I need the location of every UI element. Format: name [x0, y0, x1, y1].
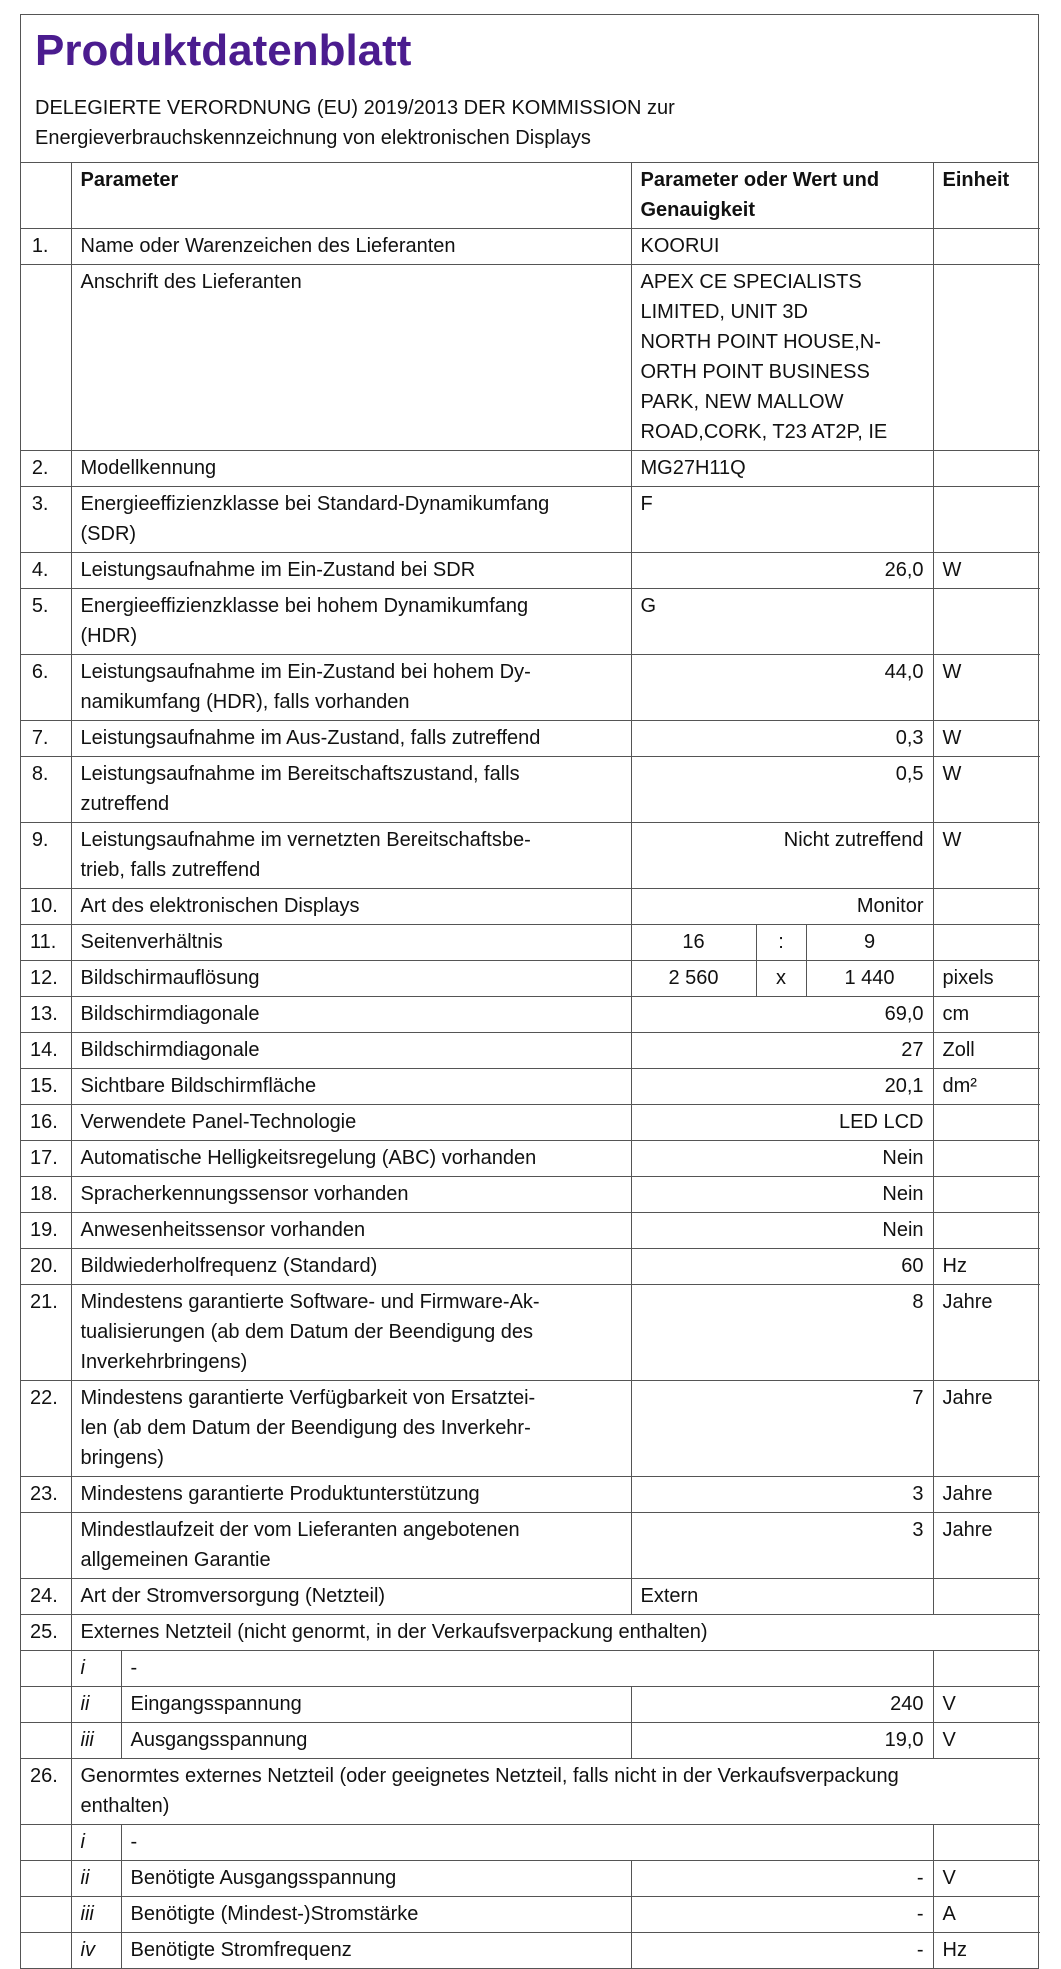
row-value: 3 [631, 1513, 933, 1579]
row-unit [933, 451, 1040, 487]
row-number: 9. [21, 823, 71, 889]
row-unit: V [933, 1861, 1040, 1897]
row-number: 22. [21, 1381, 71, 1477]
table-row [21, 1069, 1040, 1105]
table-row [21, 655, 1040, 721]
row-number: 6. [21, 655, 71, 721]
row-unit: W [933, 823, 1040, 889]
row-unit: Jahre [933, 1285, 1040, 1381]
row-unit [933, 1825, 1040, 1861]
row-unit [933, 889, 1040, 925]
row-unit: pixels [933, 961, 1040, 997]
table-row [21, 823, 1040, 889]
table-row [21, 487, 1040, 553]
sub-label: Benötigte Ausgangsspannung [121, 1861, 631, 1897]
row-number: 2. [21, 451, 71, 487]
header-unit: Einheit [933, 163, 1040, 229]
row-unit [933, 487, 1040, 553]
sub-index: iii [71, 1723, 121, 1759]
row-number: 3. [21, 487, 71, 553]
row-unit [933, 1651, 1040, 1687]
sub-row [21, 1897, 1040, 1933]
row-unit [933, 229, 1040, 265]
row-number: 4. [21, 553, 71, 589]
table-row [21, 925, 1040, 961]
table-row [21, 1285, 1040, 1381]
aspect-height: 9 [806, 925, 933, 961]
row-number [21, 1861, 71, 1897]
row-unit [933, 1579, 1040, 1615]
sub-index: ii [71, 1687, 121, 1723]
row-value: Nein [631, 1177, 933, 1213]
row-number [21, 1651, 71, 1687]
row-label: Anschrift des Lieferanten [71, 265, 631, 451]
row-label: Art des elektronischen Displays [71, 889, 631, 925]
sub-index: iii [71, 1897, 121, 1933]
row-value: MG27H11Q [631, 451, 933, 487]
row-label: Sichtbare Bildschirmfläche [71, 1069, 631, 1105]
row-value: Nicht zutreffend [631, 823, 933, 889]
table-row [21, 229, 1040, 265]
sub-row [21, 1825, 1040, 1861]
row-number: 26. [21, 1759, 71, 1825]
sheet-header [21, 15, 1038, 163]
regulation-subtitle [35, 93, 1024, 153]
row-number: 1. [21, 229, 71, 265]
row-number: 5. [21, 589, 71, 655]
table-row [21, 1477, 1040, 1513]
row-number [21, 1897, 71, 1933]
header-parameter: Parameter [71, 163, 631, 229]
row-number [21, 1933, 71, 1969]
table-row [21, 1033, 1040, 1069]
row-label: Modellkennung [71, 451, 631, 487]
aspect-width: 16 [631, 925, 756, 961]
row-value: 19,0 [631, 1723, 933, 1759]
row-number: 19. [21, 1213, 71, 1249]
row-label: Bildschirmauflösung [71, 961, 631, 997]
row-label: Leistungsaufnahme im Ein-Zustand bei hohem Dy- namikumfang (HDR), falls vorhanden [71, 655, 631, 721]
row-value: 0,5 [631, 757, 933, 823]
table-row [21, 1579, 1040, 1615]
row-number [21, 1687, 71, 1723]
row-value: 240 [631, 1687, 933, 1723]
product-datasheet [20, 14, 1039, 1969]
row-value: - [631, 1861, 933, 1897]
row-label: Mindestlaufzeit der vom Lieferanten angebotenen allgemeinen Garantie [71, 1513, 631, 1579]
supplier-address: APEX CE SPECIALISTS LIMITED, UNIT 3D NORTH POINT HOUSE,N- ORTH POINT BUSINESS PARK, NEW MALLOW ROAD,CORK, T23 AT2P, IE [631, 265, 933, 451]
table-row [21, 1759, 1040, 1825]
row-value: 26,0 [631, 553, 933, 589]
row-value: 27 [631, 1033, 933, 1069]
sub-label: - [121, 1825, 933, 1861]
row-number: 20. [21, 1249, 71, 1285]
section-label: Genormtes externes Netzteil (oder geeignetes Netzteil, falls nicht in der Verkaufsverpackung enthalten) [71, 1759, 1040, 1825]
row-unit: V [933, 1687, 1040, 1723]
aspect-separator: : [756, 925, 806, 961]
sub-index: ii [71, 1861, 121, 1897]
row-value: 20,1 [631, 1069, 933, 1105]
row-label: Leistungsaufnahme im Ein-Zustand bei SDR [71, 553, 631, 589]
table-row [21, 1381, 1040, 1477]
sub-row [21, 1723, 1040, 1759]
row-label: Energieeffizienzklasse bei Standard-Dynamikumfang (SDR) [71, 487, 631, 553]
row-value: 7 [631, 1381, 933, 1477]
row-unit: cm [933, 997, 1040, 1033]
sub-row [21, 1687, 1040, 1723]
row-number: 7. [21, 721, 71, 757]
table-row [21, 1177, 1040, 1213]
row-unit: W [933, 655, 1040, 721]
row-number: 10. [21, 889, 71, 925]
table-row [21, 1141, 1040, 1177]
row-number: 25. [21, 1615, 71, 1651]
row-number: 15. [21, 1069, 71, 1105]
table-row [21, 1249, 1040, 1285]
header-num-cell [21, 163, 71, 229]
row-label: Leistungsaufnahme im vernetzten Bereitschaftsbe- trieb, falls zutreffend [71, 823, 631, 889]
row-number [21, 265, 71, 451]
table-row [21, 1213, 1040, 1249]
subtitle-line: DELEGIERTE VERORDNUNG (EU) 2019/2013 DER KOMMISSION zur [35, 97, 675, 119]
row-unit [933, 1141, 1040, 1177]
row-unit: Jahre [933, 1513, 1040, 1579]
row-number: 18. [21, 1177, 71, 1213]
row-number: 8. [21, 757, 71, 823]
row-label: Bildwiederholfrequenz (Standard) [71, 1249, 631, 1285]
row-value: 3 [631, 1477, 933, 1513]
row-number: 23. [21, 1477, 71, 1513]
table-row [21, 757, 1040, 823]
row-value: G [631, 589, 933, 655]
row-unit: dm² [933, 1069, 1040, 1105]
row-unit: Hz [933, 1249, 1040, 1285]
row-value: KOORUI [631, 229, 933, 265]
table-row [21, 553, 1040, 589]
row-label: Mindestens garantierte Produktunterstützung [71, 1477, 631, 1513]
row-value: 44,0 [631, 655, 933, 721]
row-unit: A [933, 1897, 1040, 1933]
resolution-width: 2 560 [631, 961, 756, 997]
row-unit [933, 1177, 1040, 1213]
row-unit: Jahre [933, 1381, 1040, 1477]
row-unit [933, 265, 1040, 451]
row-label: Bildschirmdiagonale [71, 1033, 631, 1069]
sub-index: i [71, 1825, 121, 1861]
table-row [21, 1513, 1040, 1579]
row-value: 69,0 [631, 997, 933, 1033]
row-unit [933, 589, 1040, 655]
table-row [21, 961, 1040, 997]
sub-label: Benötigte (Mindest-)Stromstärke [121, 1897, 631, 1933]
sub-row [21, 1933, 1040, 1969]
row-label: Automatische Helligkeitsregelung (ABC) vorhanden [71, 1141, 631, 1177]
resolution-height: 1 440 [806, 961, 933, 997]
row-value: Nein [631, 1213, 933, 1249]
row-value: 8 [631, 1285, 933, 1381]
sub-row [21, 1651, 1040, 1687]
row-unit [933, 925, 1040, 961]
row-number: 17. [21, 1141, 71, 1177]
row-number: 24. [21, 1579, 71, 1615]
row-number: 11. [21, 925, 71, 961]
sub-label: Ausgangsspannung [121, 1723, 631, 1759]
row-unit: W [933, 757, 1040, 823]
row-number [21, 1825, 71, 1861]
sub-index: iv [71, 1933, 121, 1969]
row-label: Spracherkennungssensor vorhanden [71, 1177, 631, 1213]
row-label: Bildschirmdiagonale [71, 997, 631, 1033]
row-value: 0,3 [631, 721, 933, 757]
row-number: 13. [21, 997, 71, 1033]
row-value: F [631, 487, 933, 553]
row-unit [933, 1213, 1040, 1249]
subtitle-line: Energieverbrauchskennzeichnung von elektronischen Displays [35, 127, 591, 149]
resolution-separator: x [756, 961, 806, 997]
row-value: LED LCD [631, 1105, 933, 1141]
row-value: Extern [631, 1579, 933, 1615]
page-title: Produktdatenblatt [35, 26, 412, 75]
table-row [21, 1105, 1040, 1141]
sub-label: Eingangsspannung [121, 1687, 631, 1723]
table-header-row [21, 163, 1040, 229]
row-number: 21. [21, 1285, 71, 1381]
row-label: Mindestens garantierte Verfügbarkeit von Ersatztei- len (ab dem Datum der Beendigung des Inverkehr- bringens) [71, 1381, 631, 1477]
row-unit: Jahre [933, 1477, 1040, 1513]
table-row [21, 997, 1040, 1033]
table-row [21, 451, 1040, 487]
table-row [21, 889, 1040, 925]
sub-label: - [121, 1651, 933, 1687]
sub-row [21, 1861, 1040, 1897]
row-value: - [631, 1933, 933, 1969]
row-label: Name oder Warenzeichen des Lieferanten [71, 229, 631, 265]
row-number: 16. [21, 1105, 71, 1141]
row-number: 14. [21, 1033, 71, 1069]
table-row [21, 1615, 1040, 1651]
row-unit: V [933, 1723, 1040, 1759]
row-number [21, 1723, 71, 1759]
table-row [21, 265, 1040, 451]
row-label: Verwendete Panel-Technologie [71, 1105, 631, 1141]
table-row [21, 589, 1040, 655]
row-unit: W [933, 721, 1040, 757]
row-number: 12. [21, 961, 71, 997]
row-label: Anwesenheitssensor vorhanden [71, 1213, 631, 1249]
row-value: 60 [631, 1249, 933, 1285]
row-value: Nein [631, 1141, 933, 1177]
row-number [21, 1513, 71, 1579]
row-unit: W [933, 553, 1040, 589]
row-unit [933, 1105, 1040, 1141]
parameter-table [21, 163, 1040, 1968]
header-value: Parameter oder Wert und Genauigkeit [631, 163, 933, 229]
table-row [21, 721, 1040, 757]
row-label: Leistungsaufnahme im Bereitschaftszustand, falls zutreffend [71, 757, 631, 823]
sub-label: Benötigte Stromfrequenz [121, 1933, 631, 1969]
sub-index: i [71, 1651, 121, 1687]
row-label: Seitenverhältnis [71, 925, 631, 961]
row-value: - [631, 1897, 933, 1933]
row-label: Energieeffizienzklasse bei hohem Dynamikumfang (HDR) [71, 589, 631, 655]
row-label: Leistungsaufnahme im Aus-Zustand, falls zutreffend [71, 721, 631, 757]
row-unit: Hz [933, 1933, 1040, 1969]
row-label: Mindestens garantierte Software- und Firmware-Ak- tualisierungen (ab dem Datum der Beendigung des Inverkehrbringens) [71, 1285, 631, 1381]
row-unit: Zoll [933, 1033, 1040, 1069]
row-value: Monitor [631, 889, 933, 925]
row-label: Art der Stromversorgung (Netzteil) [71, 1579, 631, 1615]
section-label: Externes Netzteil (nicht genormt, in der Verkaufsverpackung enthalten) [71, 1615, 1040, 1651]
